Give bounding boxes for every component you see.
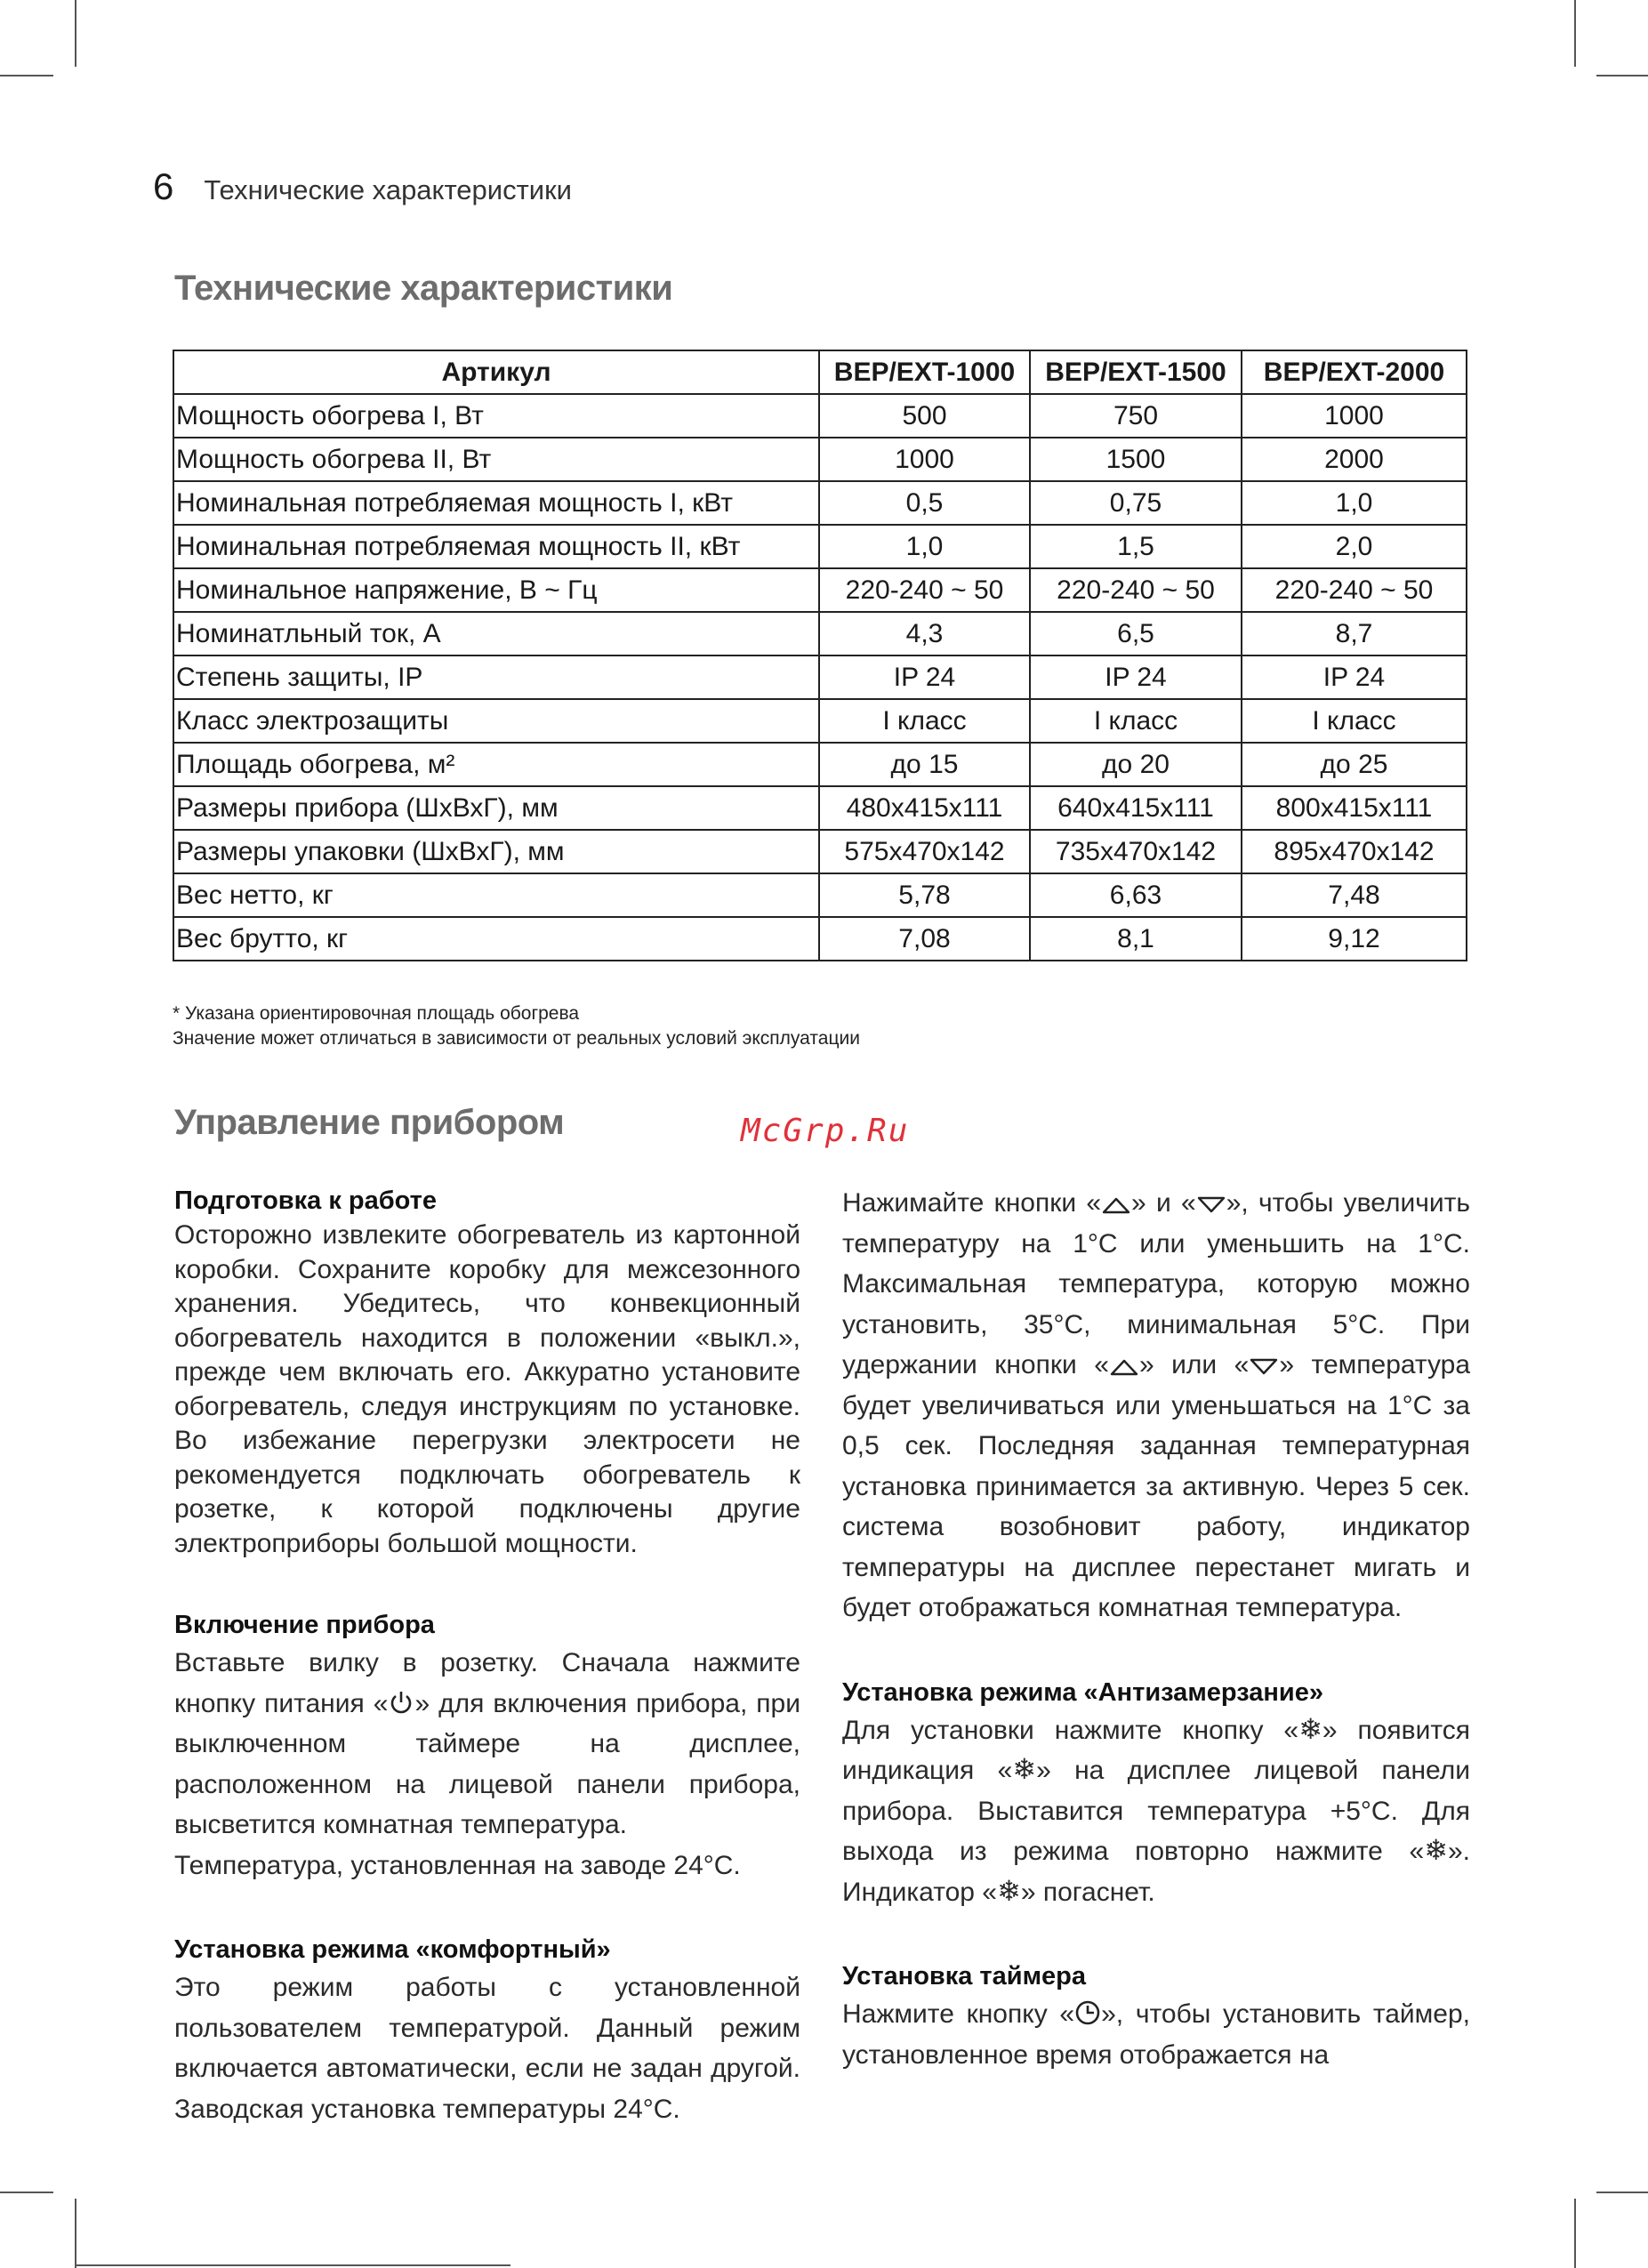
row-label: Мощность обогрева II, Вт [173,438,819,481]
table-cell: I класс [1242,699,1467,743]
table-cell: 1,0 [1242,481,1467,525]
table-cell: 1,5 [1030,525,1242,568]
page-header [153,165,572,215]
table-cell: 2,0 [1242,525,1467,568]
table-row [173,786,1467,830]
specs-heading: Технические характеристики [174,269,673,308]
column-header: BEP/EXT-1500 [1030,350,1242,394]
row-label: Размеры прибора (ШхВхГ), мм [173,786,819,830]
table-cell: 0,75 [1030,481,1242,525]
table-cell: до 25 [1242,743,1467,786]
down-arrow-icon [1249,1357,1279,1377]
row-label: Вес брутто, кг [173,917,819,961]
table-cell: 6,5 [1030,612,1242,655]
watermark: McGrp.Ru [741,1113,910,1149]
crop-mark [1574,0,1576,67]
subheading-comfort: Установка режима «комфортный» [174,1935,611,1964]
row-label: Номинальная потребляемая мощность II, кВт [173,525,819,568]
table-cell: 6,63 [1030,873,1242,917]
table-row [173,917,1467,961]
table-cell: 735x470x142 [1030,830,1242,873]
table-row [173,481,1467,525]
paragraph-preparation: Осторожно извлеките обогреватель из картонной коробки. Сохраните коробку для межсезонного хранения. Убедитесь, что конвекционный обогреватель находится в положении «выкл.», прежде чем включать его. Аккуратно установите обогреватель, следуя инструкциям по установке. Во избежание перегрузки электросети не рекомендуется подключать обогреватель к розетке, к которой подключены другие электроприборы большой мощности. [174,1220,800,1558]
paragraph-antifreeze: Для установки нажмите кнопку «❄» появится индикация «❄» на дисплее лицевой панели прибора. Выставится температура +5°С. Для выхода из режима повторно нажмите «❄». Индикатор «❄» погаснет. [842,1712,1470,1907]
table-cell: 1000 [819,438,1030,481]
crop-mark [75,2264,510,2266]
table-cell: 0,5 [819,481,1030,525]
column-header: BEP/EXT-2000 [1242,350,1467,394]
row-label: Вес нетто, кг [173,873,819,917]
table-row [173,394,1467,438]
table-header-row [173,350,1467,394]
table-cell: 220-240 ~ 50 [819,568,1030,612]
crop-mark [1596,2192,1648,2193]
down-arrow-icon [1196,1195,1226,1215]
table-cell: 220-240 ~ 50 [1242,568,1467,612]
table-cell: 4,3 [819,612,1030,655]
table-row [173,438,1467,481]
clock-icon [1074,1999,1101,2026]
control-heading: Управление прибором [174,1103,565,1142]
table-cell: 640x415x111 [1030,786,1242,830]
table-row [173,525,1467,568]
column-header: BEP/EXT-1000 [819,350,1030,394]
right-column [842,1183,1470,2075]
table-cell: 500 [819,394,1030,438]
left-column [174,1183,800,2129]
footnote-line: Значение может отличаться в зависимости от реальных условий эксплуатации [173,1028,860,1049]
crop-mark [0,2192,53,2193]
page-number: 6 [153,165,174,207]
row-label: Мощность обогрева I, Вт [173,394,819,438]
row-label: Размеры упаковки (ШхВхГ), мм [173,830,819,873]
table-cell: 9,12 [1242,917,1467,961]
table-row [173,830,1467,873]
paragraph-comfort: Это режим работы с установленной пользователем температурой. Данный режим включается автоматически, если не задан другой. Заводская установка температуры 24°С. [174,1973,800,2124]
snowflake-icon: ❄ [1012,1753,1037,1785]
paragraph-temperature: Нажимайте кнопки « » и « », чтобы увеличить температуру на 1°С или уменьшить на 1°С. Максимальная температура, которую можно установить, 35°С, минимальная 5°С. При удержании кнопки « » или « » температура будет увеличиваться или уменьшаться на 1°С за 0,5 сек. Последняя заданная температурная установка принимается за активную. Через 5 сек. система возобновит работу, индикатор температуры на дисплее перестанет мигать и будет отображаться комнатная температура. [842,1188,1471,1622]
table-cell: I класс [819,699,1030,743]
snowflake-icon: ❄ [997,1874,1021,1907]
row-label: Площадь обогрева, м² [173,743,819,786]
table-cell: 7,48 [1242,873,1467,917]
snowflake-icon: ❄ [1298,1712,1322,1745]
table-cell: до 20 [1030,743,1242,786]
table-cell: 8,7 [1242,612,1467,655]
subheading-power-on: Включение прибора [174,1611,435,1639]
table-cell: 1000 [1242,394,1467,438]
table-cell: 750 [1030,394,1242,438]
table-cell: 7,08 [819,917,1030,961]
table-cell: до 15 [819,743,1030,786]
subheading-antifreeze: Установка режима «Антизамерзание» [842,1677,1323,1707]
table-cell: 8,1 [1030,917,1242,961]
table-cell: 220-240 ~ 50 [1030,568,1242,612]
table-row [173,568,1467,612]
power-icon [388,1689,414,1716]
table-row [173,873,1467,917]
subheading-preparation: Подготовка к работе [174,1186,437,1215]
specs-table-body [173,394,1467,961]
specs-table [173,350,1467,961]
column-header: Артикул [173,350,819,394]
table-cell: 575x470x142 [819,830,1030,873]
running-title: Технические характеристики [204,174,573,205]
crop-mark [75,2199,76,2268]
up-arrow-icon [1101,1195,1131,1215]
table-cell: 800x415x111 [1242,786,1467,830]
table-cell: I класс [1030,699,1242,743]
table-row [173,655,1467,699]
snowflake-icon: ❄ [1424,1834,1448,1866]
table-cell: IP 24 [1242,655,1467,699]
table-cell: 1,0 [819,525,1030,568]
footnote-line: * Указана ориентировочная площадь обогрева [173,1003,580,1024]
table-cell: 2000 [1242,438,1467,481]
crop-mark [1574,2199,1576,2268]
table-row [173,743,1467,786]
paragraph-timer: Нажмите кнопку « », чтобы установить таймер, установленное время отображается на [842,1999,1471,2070]
row-label: Номинальная потребляемая мощность I, кВт [173,481,819,525]
paragraph-factory-temp: Температура, установленная на заводе 24°С. [174,1850,741,1880]
paragraph-power-on: Вставьте вилку в розетку. Сначала нажмите кнопку питания « » для включения прибора, при выключенном таймере на дисплее, расположенном на лицевой панели прибора, высветится комнатная температура. [174,1648,800,1839]
subheading-timer: Установка таймера [842,1962,1087,1991]
table-row [173,612,1467,655]
row-label: Степень защиты, IP [173,655,819,699]
table-cell: IP 24 [1030,655,1242,699]
table-cell: 480x415x111 [819,786,1030,830]
row-label: Номинальное напряжение, В ~ Гц [173,568,819,612]
table-cell: 5,78 [819,873,1030,917]
table-cell: 1500 [1030,438,1242,481]
crop-mark [0,75,53,76]
up-arrow-icon [1109,1357,1139,1377]
crop-mark [1596,75,1648,76]
crop-mark [75,0,76,67]
row-label: Номинатльный ток, А [173,612,819,655]
table-cell: 895x470x142 [1242,830,1467,873]
row-label: Класс электрозащиты [173,699,819,743]
footnote [173,1001,860,1051]
table-cell: IP 24 [819,655,1030,699]
table-row [173,699,1467,743]
